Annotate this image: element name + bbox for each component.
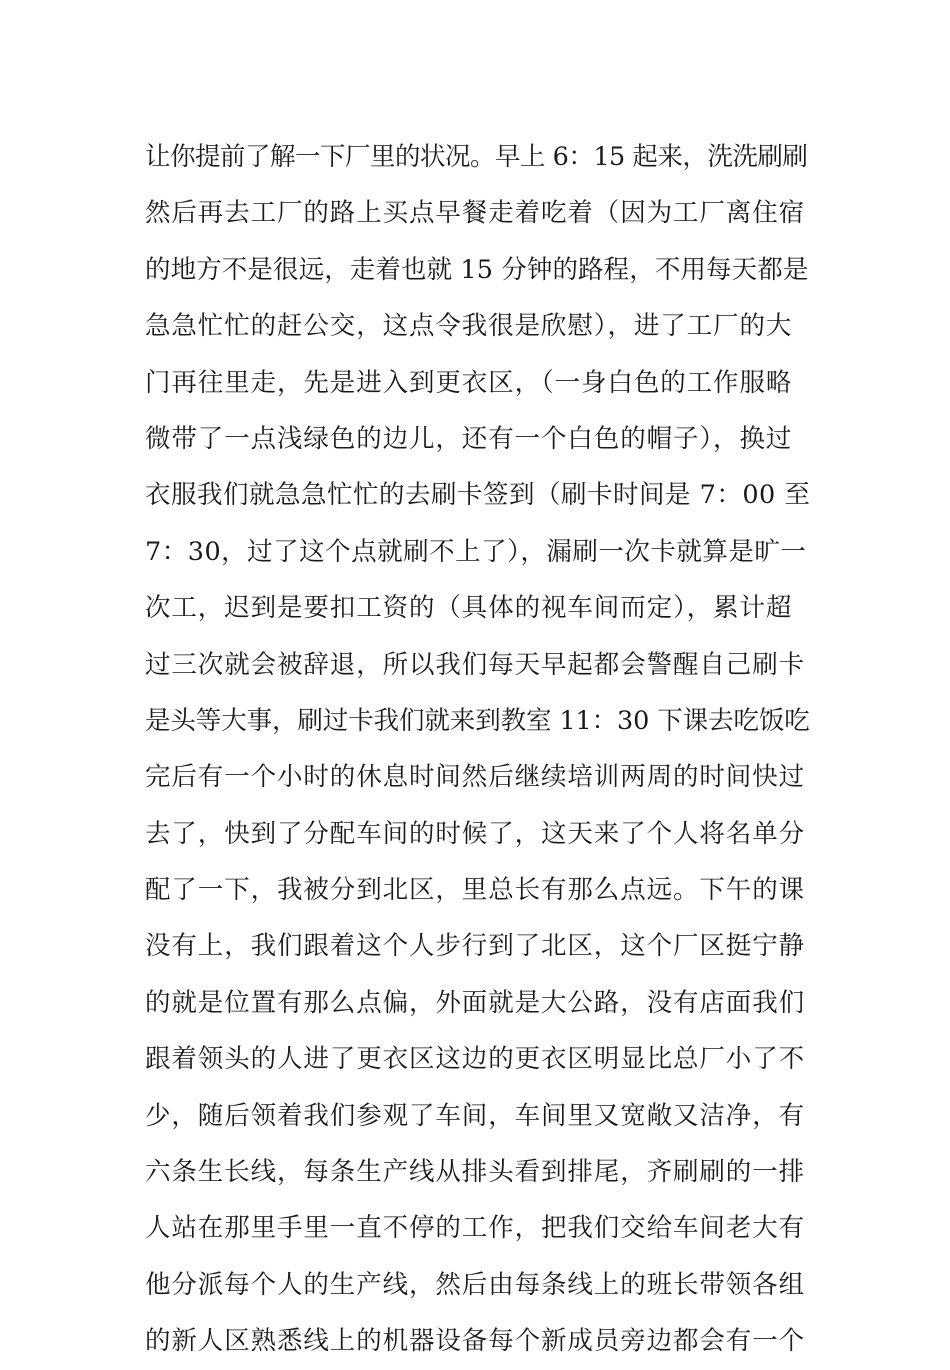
text-line: 跟着领头的人进了更衣区这边的更衣区明显比总厂小了不 (145, 1044, 806, 1075)
text-line: 去了，快到了分配车间的时候了，这天来了个人将名单分 (145, 818, 806, 849)
text-line: 的新人区熟悉线上的机器设备每个新成员旁边都会有一个 (145, 1326, 806, 1357)
text-line: 过三次就会被辞退，所以我们每天早起都会警醒自己刷卡 (145, 649, 806, 680)
text-line: 配了一下，我被分到北区，里总长有那么点远。下午的课 (145, 875, 806, 906)
text-line: 急急忙忙的赶公交，这点令我很是欣慰），进了工厂的大 (145, 311, 793, 342)
text-line: 没有上，我们跟着这个人步行到了北区，这个厂区挺宁静 (145, 931, 806, 962)
text-line: 的地方不是很远，走着也就 15 分钟的路程，不用每天都是 (145, 254, 809, 285)
body-text (145, 129, 810, 1370)
text-line: 衣服我们就急急忙忙的去刷卡签到（刷卡时间是 7：00 至 (145, 480, 811, 511)
text-line: 是头等大事，刷过卡我们就来到教室 11：30 下课去吃饭吃 (145, 705, 810, 736)
text-line: 次工，迟到是要扣工资的（具体的视车间而定），累计超 (145, 593, 793, 624)
text-line: 完后有一个小时的休息时间然后继续培训两周的时间快过 (145, 762, 806, 793)
text-line: 人站在那里手里一直不停的工作，把我们交给车间老大有 (145, 1213, 806, 1244)
text-line: 然后再去工厂的路上买点早餐走着吃着（因为工厂离住宿 (145, 198, 806, 229)
text-line: 微带了一点浅绿色的边儿，还有一个白色的帽子），换过 (145, 423, 793, 454)
text-line: 7：30，过了这个点就刷不上了），漏刷一次卡就算是旷一 (145, 536, 807, 567)
text-line: 他分派每个人的生产线，然后由每条线上的班长带领各组 (145, 1269, 806, 1300)
text-line: 门再往里走，先是进入到更衣区，（一身白色的工作服略 (145, 367, 793, 398)
text-line: 让你提前了解一下厂里的状况。早上 6：15 起来，洗洗刷刷 (145, 142, 808, 172)
text-line: 的就是位置有那么点偏，外面就是大公路，没有店面我们 (145, 987, 806, 1018)
text-line: 六条生长线，每条生产线从排头看到排尾，齐刷刷的一排 (145, 1157, 806, 1188)
text-line: 少，随后领着我们参观了车间，车间里又宽敞又洁净，有 (145, 1100, 806, 1131)
